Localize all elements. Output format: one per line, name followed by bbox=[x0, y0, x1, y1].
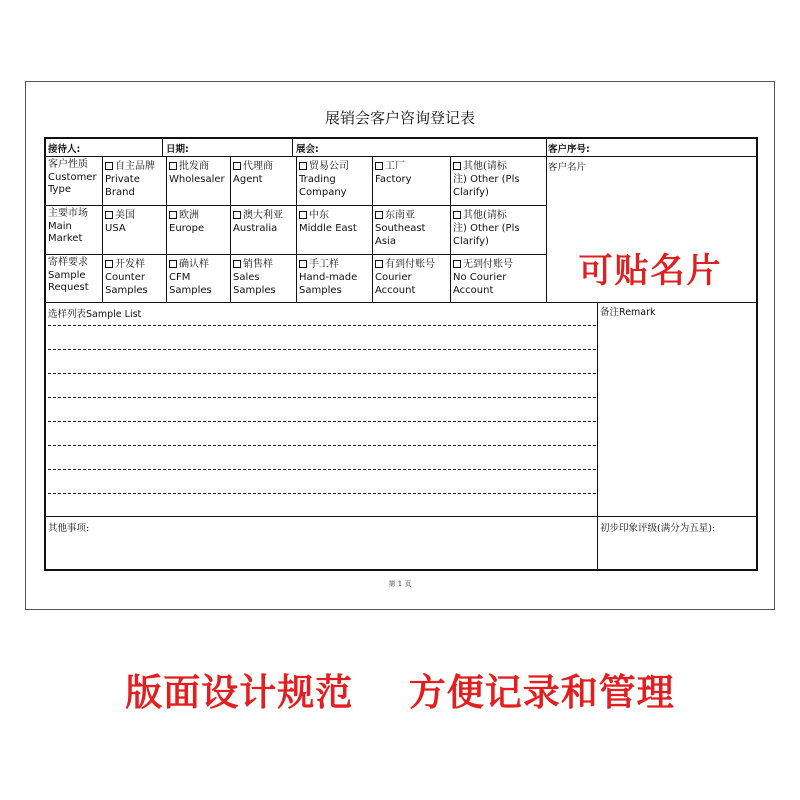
sample-list-divider bbox=[46, 302, 756, 303]
main-market-option-usa[interactable]: 美国 USA bbox=[105, 210, 135, 234]
checkbox[interactable] bbox=[299, 211, 307, 219]
receptionist-field-label: 接待人: bbox=[48, 144, 81, 155]
sample-list-line[interactable] bbox=[48, 373, 596, 374]
registration-form-grid bbox=[44, 137, 758, 571]
checkbox[interactable] bbox=[169, 211, 177, 219]
sample-request-option-courier-account[interactable]: 有到付账号 Courier Account bbox=[375, 259, 435, 296]
header-row-divider bbox=[46, 156, 756, 157]
sample-request-option-hand-made-samples[interactable]: 手工样 Hand-made Samples bbox=[299, 259, 358, 296]
customer-type-label: 客户性质 Customer Type bbox=[48, 159, 97, 195]
checkbox[interactable] bbox=[375, 260, 383, 268]
sample-request-option-no-courier-account[interactable]: 无到付账号 No Courier Account bbox=[453, 259, 513, 296]
exhibition-field-label: 展会: bbox=[296, 144, 319, 155]
header-col-divider bbox=[292, 139, 293, 156]
checkbox[interactable] bbox=[375, 162, 383, 170]
customer-type-option-factory[interactable]: 工厂 Factory bbox=[375, 161, 412, 185]
remark-label: 备注Remark bbox=[600, 307, 656, 318]
option-col-divider bbox=[372, 156, 373, 302]
checkbox[interactable] bbox=[453, 260, 461, 268]
checkbox[interactable] bbox=[299, 162, 307, 170]
checkbox[interactable] bbox=[453, 162, 461, 170]
checkbox[interactable] bbox=[453, 211, 461, 219]
checkbox[interactable] bbox=[105, 260, 113, 268]
sample-list-label: 选样列表Sample List bbox=[48, 309, 142, 320]
rating-label: 初步印象评级(满分为五星): bbox=[600, 523, 716, 534]
checkbox[interactable] bbox=[105, 162, 113, 170]
option-col-divider bbox=[450, 156, 451, 302]
sample-list-line[interactable] bbox=[48, 421, 596, 422]
main-market-option-other[interactable]: 其他(请标 注) Other (Pls Clarify) bbox=[453, 210, 520, 247]
other-matters-label: 其他事项: bbox=[48, 523, 90, 534]
main-market-option-europe[interactable]: 欧洲 Europe bbox=[169, 210, 205, 234]
page-number: 第 1 页 bbox=[388, 580, 412, 588]
form-title: 展销会客户咨询登记表 bbox=[324, 109, 475, 127]
sample-list-line[interactable] bbox=[48, 469, 596, 470]
customer-type-option-wholesaler[interactable]: 批发商 Wholesaler bbox=[169, 161, 225, 185]
main-market-option-australia[interactable]: 澳大利亚 Australia bbox=[233, 210, 283, 234]
main-market-option-middle-east[interactable]: 中东 Middle East bbox=[299, 210, 357, 234]
sample-request-option-counter-samples[interactable]: 开发样 Counter Samples bbox=[105, 259, 148, 296]
bottom-section-divider bbox=[46, 516, 756, 517]
sample-request-option-cfm-samples[interactable]: 确认样 CFM Samples bbox=[169, 259, 212, 296]
checkbox[interactable] bbox=[375, 211, 383, 219]
customer-type-option-trading-company[interactable]: 贸易公司 Trading Company bbox=[299, 161, 349, 198]
sample-list-line[interactable] bbox=[48, 493, 596, 494]
business-card-label: 客户名片 bbox=[548, 162, 587, 173]
business-card-note: 可贴名片 bbox=[578, 251, 723, 291]
label-col-divider bbox=[102, 156, 103, 302]
promo-slogan: 版面设计规范 方便记录和管理 bbox=[125, 671, 675, 714]
sample-list-line[interactable] bbox=[48, 445, 596, 446]
main-market-label: 主要市场 Main Market bbox=[48, 208, 88, 244]
remark-column-divider bbox=[597, 302, 598, 569]
sample-request-option-sales-samples[interactable]: 销售样 Sales Samples bbox=[233, 259, 276, 296]
main-market-option-southeast-asia[interactable]: 东南亚 Southeast Asia bbox=[375, 210, 426, 247]
customer-type-option-agent[interactable]: 代理商 Agent bbox=[233, 161, 273, 185]
checkbox[interactable] bbox=[169, 162, 177, 170]
checkbox[interactable] bbox=[233, 162, 241, 170]
sample-list-line[interactable] bbox=[48, 349, 596, 350]
header-col-divider bbox=[162, 139, 163, 156]
sample-request-label: 寄样要求 Sample Request bbox=[48, 257, 89, 293]
checkbox[interactable] bbox=[233, 260, 241, 268]
checkbox[interactable] bbox=[105, 211, 113, 219]
checkbox[interactable] bbox=[233, 211, 241, 219]
customer-type-option-private-brand[interactable]: 自主品牌 Private Brand bbox=[105, 161, 155, 198]
checkbox[interactable] bbox=[299, 260, 307, 268]
customer-type-option-other[interactable]: 其他(请标 注) Other (Pls Clarify) bbox=[453, 161, 520, 198]
date-field-label: 日期: bbox=[166, 144, 189, 155]
checkbox[interactable] bbox=[169, 260, 177, 268]
sample-list-line[interactable] bbox=[48, 325, 596, 326]
sample-list-line[interactable] bbox=[48, 397, 596, 398]
customer-number-field-label: 客户序号: bbox=[548, 144, 590, 155]
